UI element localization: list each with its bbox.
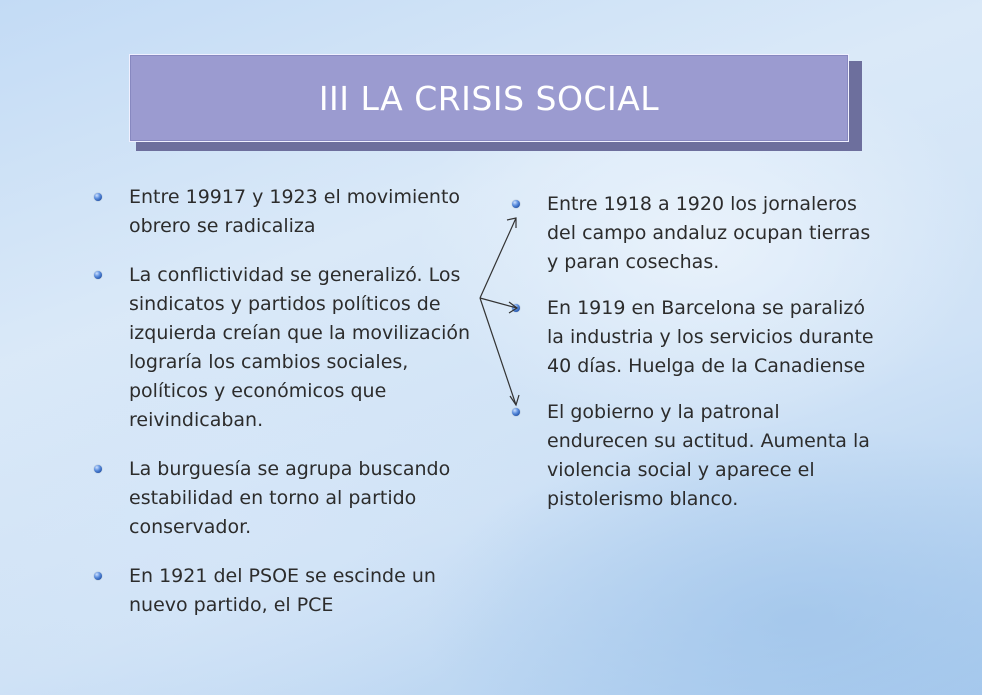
arrow-head-icon — [507, 218, 516, 228]
list-item-text: Entre 19917 y 1923 el movimiento obrero se radicaliza — [129, 186, 461, 237]
list-item-text: La burguesía se agrupa buscando estabilidad en torno al partido conservador. — [129, 458, 451, 538]
arrow-icon — [480, 298, 516, 405]
list-item-text: Entre 1918 a 1920 los jornaleros del campo andaluz ocupan tierras y paran cosechas. — [547, 193, 871, 273]
arrow-icon — [480, 298, 517, 308]
list-item-text: El gobierno y la patronal endurecen su actitud. Aumenta la violencia social y aparece el pistolerismo blanco. — [547, 401, 870, 510]
slide-title: III LA CRISIS SOCIAL — [318, 78, 660, 118]
list-item-text: En 1919 en Barcelona se paralizó la industria y los servicios durante 40 días. Huelga de la Canadiense — [547, 297, 874, 377]
list-item-text: La conflictividad se generalizó. Los sindicatos y partidos políticos de izquierda creían que la movilización lograría los cambios sociales, políticos y económicos que reivindicaban. — [129, 264, 471, 431]
arrow-icon — [480, 218, 516, 298]
list-item-text: En 1921 del PSOE se escinde un nuevo partido, el PCE — [129, 565, 436, 616]
